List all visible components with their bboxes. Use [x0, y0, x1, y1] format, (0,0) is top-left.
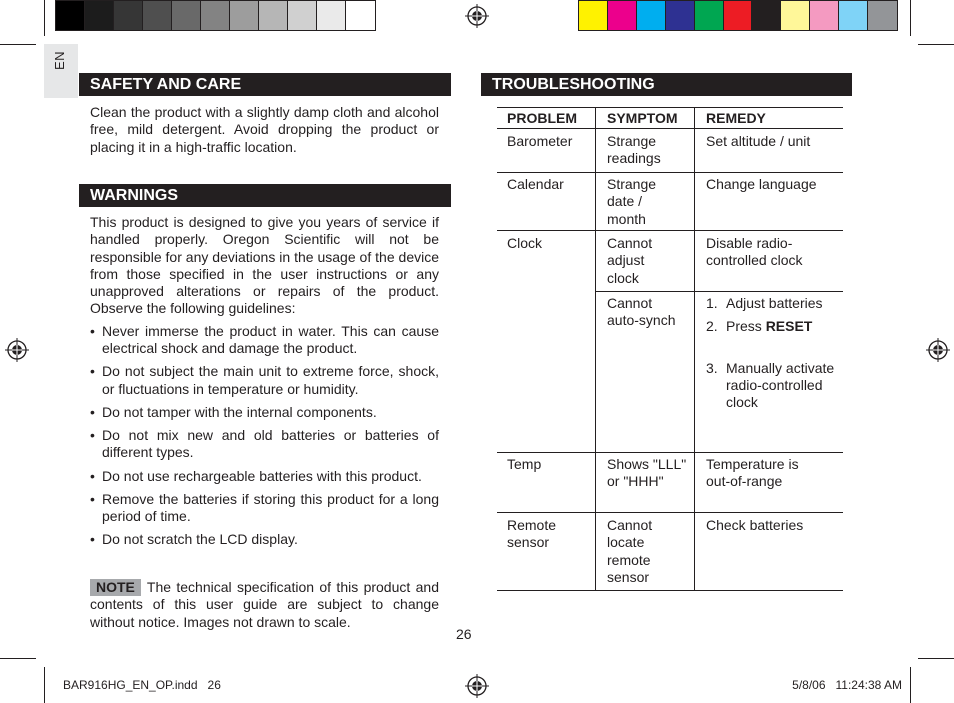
table-cell-symptom: Cannot locate remote sensor — [607, 517, 653, 585]
color-swatch — [868, 1, 897, 30]
color-swatch — [810, 1, 839, 30]
registration-mark-icon — [926, 338, 950, 362]
table-cell-symptom: Strange readings — [607, 133, 661, 167]
column-header-remedy: REMEDY — [706, 110, 766, 126]
step-number: 3. — [706, 359, 718, 376]
color-swatch — [637, 1, 666, 30]
remedy-step — [706, 360, 836, 412]
registration-mark-icon — [5, 338, 29, 362]
crop-mark — [910, 667, 911, 703]
registration-mark-icon — [465, 4, 489, 28]
table-cell-problem: Remote sensor — [507, 517, 557, 551]
table-rule — [694, 107, 695, 591]
grayscale-color-bar — [55, 0, 376, 31]
warnings-heading: WARNINGS — [79, 184, 451, 207]
color-swatch — [752, 1, 781, 30]
table-cell-symptom: Strange date / month — [607, 176, 657, 227]
step-number: 1. — [706, 295, 718, 311]
column-header-symptom: SYMPTOM — [607, 110, 678, 126]
table-cell-remedy: Disable radio-controlled clock — [706, 235, 803, 269]
color-swatch — [114, 1, 143, 30]
table-rule — [497, 128, 843, 129]
page-number: 26 — [456, 626, 472, 642]
table-cell-remedy: Temperature is out-of-range — [706, 456, 799, 490]
table-cell-problem: Clock — [507, 235, 543, 251]
list-item: • Do not mix new and old batteries or batteries of different types. — [90, 427, 439, 462]
note-block — [90, 579, 439, 631]
slug-filename: BAR916HG_EN_OP.indd 26 — [63, 678, 221, 692]
table-rule — [595, 107, 596, 591]
step-text: Press — [726, 318, 766, 335]
color-swatch — [666, 1, 695, 30]
warnings-list — [90, 323, 439, 555]
process-color-bar — [578, 0, 898, 31]
list-item: • Do not tamper with the internal components. — [90, 404, 439, 421]
color-swatch — [724, 1, 753, 30]
color-swatch — [85, 1, 114, 30]
crop-mark — [44, 667, 45, 703]
list-item: • Do not use rechargeable batteries with this product. — [90, 468, 439, 485]
reset-key-label: RESET — [765, 318, 813, 335]
table-cell-problem: Temp — [507, 456, 542, 472]
language-label: EN — [52, 50, 67, 70]
language-tab — [44, 44, 78, 98]
table-cell-remedy: Set altitude / unit — [706, 133, 811, 149]
color-swatch — [346, 1, 375, 30]
safety-text: Clean the product with a slightly damp cloth and alcohol free, mild detergent. Avoid dropping the product or placing it in a high-traffic location. — [90, 104, 439, 155]
table-cell-symptom: Cannot auto-synch — [607, 295, 676, 329]
note-text: The technical specification of this product and contents of this user guide are subject to change without notice. Images not drawn to scale. — [90, 579, 439, 630]
list-item: • Remove the batteries if storing this product for a long period of time. — [90, 491, 439, 526]
color-swatch — [56, 1, 85, 30]
color-swatch — [579, 1, 608, 30]
crop-mark — [44, 0, 45, 36]
color-swatch — [695, 1, 724, 30]
crop-mark — [918, 44, 954, 45]
table-cell-remedy: Change language — [706, 176, 817, 192]
color-swatch — [230, 1, 259, 30]
note-badge: NOTE — [90, 579, 141, 596]
step-text: Adjust batteries — [726, 295, 823, 311]
registration-mark-icon — [465, 674, 489, 698]
step-text: Manually activate radio-controlled clock — [726, 359, 835, 411]
step-number: 2. — [706, 318, 718, 335]
table-rule — [497, 230, 843, 231]
color-swatch — [781, 1, 810, 30]
list-item: • Never immerse the product in water. This can cause electrical shock and damage the product. — [90, 323, 439, 358]
crop-mark — [910, 0, 911, 36]
color-swatch — [172, 1, 201, 30]
remedy-steps — [706, 295, 836, 411]
table-cell-problem: Calendar — [507, 176, 564, 192]
table-rule — [497, 512, 843, 513]
column-header-problem: PROBLEM — [507, 110, 577, 126]
table-cell-remedy: Check batteries — [706, 517, 804, 533]
crop-mark — [0, 658, 36, 659]
table-cell-symptom: Cannot adjust clock — [607, 235, 653, 286]
table-rule — [497, 172, 843, 173]
color-swatch — [143, 1, 172, 30]
crop-mark — [918, 658, 954, 659]
crop-mark — [0, 44, 36, 45]
color-swatch — [839, 1, 868, 30]
table-cell-remedy — [706, 295, 836, 411]
table-rule — [497, 107, 843, 108]
table-rule — [497, 452, 843, 453]
color-swatch — [608, 1, 637, 30]
warnings-intro: This product is designed to give you years of service if handled properly. Oregon Scientific will not be responsible for any deviations in the usage of the device from those specified in the user instructions or any unapproved alterations or repairs of the product. Observe the following guidelines: — [90, 214, 439, 317]
safety-heading: SAFETY AND CARE — [79, 73, 451, 96]
slug-timestamp: 5/8/06 11:24:38 AM — [792, 678, 902, 692]
troubleshooting-heading: TROUBLESHOOTING — [481, 73, 852, 96]
color-swatch — [288, 1, 317, 30]
color-swatch — [259, 1, 288, 30]
table-rule — [497, 590, 843, 591]
remedy-step — [706, 318, 836, 335]
list-item: • Do not scratch the LCD display. — [90, 531, 439, 548]
color-swatch — [317, 1, 346, 30]
table-cell-problem: Barometer — [507, 133, 573, 149]
list-item: • Do not subject the main unit to extreme force, shock, or fluctuations in temperature or humidity. — [90, 363, 439, 398]
color-swatch — [201, 1, 230, 30]
remedy-step — [706, 295, 836, 312]
table-rule — [595, 291, 843, 292]
table-cell-symptom: Shows "LLL" or "HHH" — [607, 456, 687, 490]
